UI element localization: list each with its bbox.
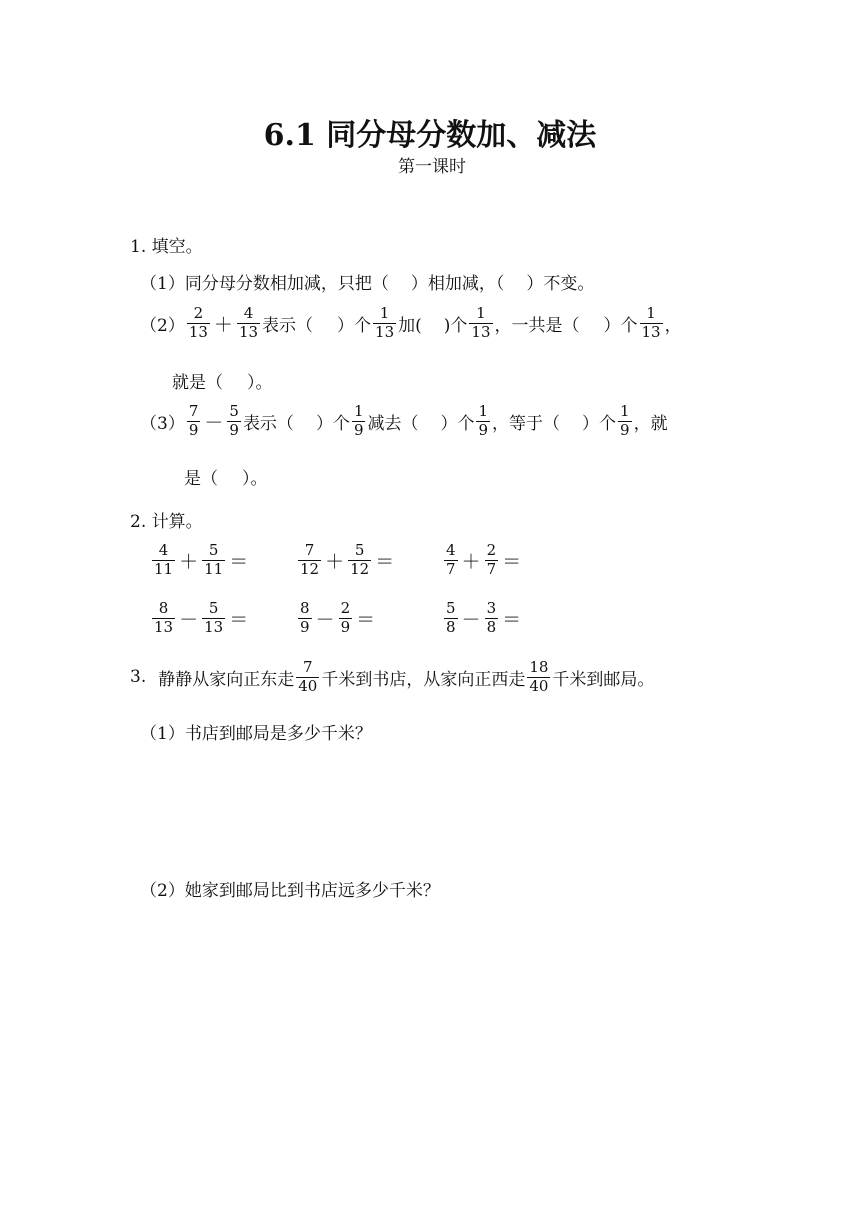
q1-part2-cont-end: ）。 — [247, 373, 273, 393]
equals-sign: ＝ — [229, 550, 249, 573]
calc-item — [442, 601, 563, 636]
q1-part1-text-b: ）相加减，（ — [410, 274, 505, 294]
operator-sign: － — [179, 608, 199, 631]
denominator: 9 — [478, 420, 489, 439]
q1-part2-text-g: ， — [664, 315, 682, 336]
denominator: 13 — [641, 322, 661, 341]
q1-part1-text-a: 同分母分数相加减，只把（ — [184, 274, 389, 294]
q1-part2-lead: （2） — [140, 315, 185, 336]
numerator: 7 — [303, 658, 313, 676]
q1-part3-text-c: 减去（ — [367, 413, 419, 434]
numerator: 1 — [476, 304, 486, 322]
numerator: 1 — [353, 402, 364, 420]
q1-part1 — [140, 269, 594, 294]
q3-lead: 3. — [130, 667, 147, 688]
fraction — [640, 306, 663, 341]
numerator: 1 — [478, 402, 489, 420]
q1-part3-continuation — [184, 464, 268, 489]
q3-sub2: （2）她家到邮局比到书店远多少千米？ — [140, 881, 440, 901]
operator-sign: － — [461, 608, 481, 631]
plus-sign: ＋ — [213, 313, 233, 336]
numerator: 2 — [340, 599, 351, 617]
equals-sign: ＝ — [356, 608, 376, 631]
operator-sign: ＋ — [179, 550, 199, 573]
q1-part3-cont-end: ）。 — [242, 469, 268, 489]
equals-sign: ＝ — [502, 608, 522, 631]
numerator: 4 — [243, 304, 254, 322]
equals-sign: ＝ — [502, 550, 522, 573]
q1-part3-text-a: 表示（ — [242, 413, 294, 434]
denominator: 9 — [188, 420, 199, 439]
denominator: 8 — [486, 617, 497, 636]
numerator: 5 — [208, 599, 219, 617]
denominator: 12 — [300, 559, 320, 578]
q1-part1-lead: （1） — [140, 274, 185, 294]
q1-part2-text-e: ，一共是（ — [494, 315, 580, 336]
denominator: 9 — [340, 617, 351, 636]
numerator: 7 — [304, 541, 315, 559]
numerator: 4 — [158, 541, 169, 559]
q1-part3 — [140, 404, 668, 439]
denominator: 9 — [353, 420, 364, 439]
q3-problem — [130, 660, 654, 695]
denominator: 13 — [238, 322, 259, 341]
q1-part2-cont: 就是（ — [172, 373, 223, 393]
denominator: 7 — [446, 559, 456, 578]
numerator: 1 — [620, 402, 630, 420]
denominator: 13 — [154, 617, 174, 636]
fraction — [348, 543, 371, 578]
fraction — [296, 660, 319, 695]
numerator: 8 — [300, 599, 310, 617]
denominator: 11 — [154, 559, 174, 578]
numerator: 5 — [446, 599, 456, 617]
q2-heading: 2. 计算。 — [130, 512, 203, 532]
q1-part2-text-c: 加( — [398, 315, 422, 336]
denominator: 40 — [529, 676, 549, 695]
q1-part2 — [140, 306, 682, 341]
denominator: 8 — [446, 617, 456, 636]
q1-part2-continuation — [172, 368, 273, 393]
denominator: 7 — [486, 559, 497, 578]
denominator: 9 — [300, 617, 310, 636]
q1-part3-text-b: ）个 — [315, 413, 350, 434]
q1-part2-text-a: 表示（ — [262, 315, 314, 336]
q1-part2-text-d: )个 — [443, 315, 468, 336]
calc-item — [296, 601, 417, 636]
numerator: 2 — [486, 541, 497, 559]
fraction — [618, 404, 632, 439]
denominator: 12 — [350, 559, 370, 578]
fraction — [476, 404, 490, 439]
q1-part2-text-b: ）个 — [337, 315, 372, 336]
q3-text-b: 千米到书店，从家向正西走 — [321, 669, 526, 690]
fraction — [187, 404, 201, 439]
q1-part3-cont: 是（ — [184, 469, 218, 489]
q3-sub1: （1）书店到邮局是多少千米？ — [140, 724, 372, 744]
calc-item — [150, 543, 290, 578]
fraction — [298, 601, 312, 636]
q3-text-a: 静静从家向正东走 — [158, 669, 295, 690]
numerator: 8 — [158, 599, 169, 617]
fraction — [527, 660, 550, 695]
fraction — [227, 404, 241, 439]
fraction — [485, 543, 499, 578]
denominator: 13 — [471, 322, 491, 341]
numerator: 5 — [208, 541, 219, 559]
numerator: 4 — [446, 541, 456, 559]
q1-part3-text-d: ）个 — [440, 413, 475, 434]
numerator: 18 — [529, 658, 549, 676]
fraction — [202, 543, 225, 578]
fraction — [298, 543, 321, 578]
operator-sign: ＋ — [461, 550, 481, 573]
numerator: 7 — [188, 402, 199, 420]
q3-text-c: 千米到邮局。 — [552, 669, 655, 690]
minus-sign: － — [204, 411, 224, 434]
fraction — [237, 306, 260, 341]
fraction — [352, 404, 366, 439]
fraction — [339, 601, 353, 636]
page-subtitle: 第一课时 — [398, 157, 466, 177]
numerator: 1 — [379, 304, 390, 322]
q1-part3-text-g: ，就 — [633, 413, 668, 434]
numerator: 2 — [193, 304, 204, 322]
q1-part3-text-e: ，等于（ — [492, 413, 561, 434]
equals-sign: ＝ — [229, 608, 249, 631]
denominator: 13 — [204, 617, 224, 636]
fraction — [152, 601, 175, 636]
numerator: 5 — [354, 541, 365, 559]
fraction — [187, 306, 210, 341]
operator-sign: － — [315, 608, 335, 631]
fraction — [373, 306, 396, 341]
fraction — [469, 306, 492, 341]
fraction — [485, 601, 499, 636]
calc-item — [296, 543, 436, 578]
fraction — [444, 601, 458, 636]
denominator: 9 — [229, 420, 239, 439]
numerator: 1 — [646, 304, 656, 322]
calc-item — [150, 601, 290, 636]
fraction — [444, 543, 458, 578]
denominator: 40 — [298, 676, 318, 695]
page-title: 6.1 同分母分数加、减法 — [263, 118, 597, 153]
equals-sign: ＝ — [375, 550, 395, 573]
numerator: 5 — [229, 402, 239, 420]
denominator: 13 — [375, 322, 395, 341]
q1-part2-text-f: ）个 — [603, 315, 638, 336]
operator-sign: ＋ — [325, 550, 345, 573]
calc-item — [442, 543, 563, 578]
q1-part3-lead: （3） — [140, 413, 185, 434]
fraction — [202, 601, 225, 636]
fraction — [152, 543, 175, 578]
denominator: 9 — [620, 420, 630, 439]
q1-part1-text-c: ）不变。 — [526, 274, 595, 294]
denominator: 13 — [188, 322, 208, 341]
denominator: 11 — [204, 559, 224, 578]
q1-heading: 1. 填空。 — [130, 237, 203, 257]
numerator: 3 — [486, 599, 497, 617]
q1-part3-text-f: ）个 — [582, 413, 617, 434]
